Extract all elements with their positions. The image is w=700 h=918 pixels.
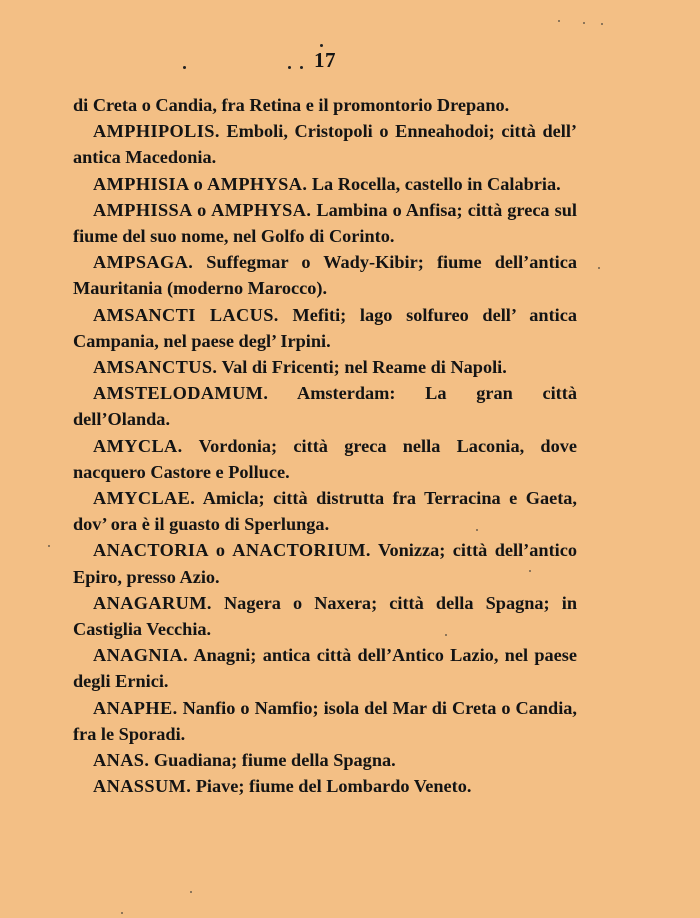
dictionary-entry [73,197,577,249]
entry-headword: AMYCLAE. [93,488,196,509]
print-speck [583,22,585,24]
entry-definition: Val di Fricenti; nel Reame di Napoli. [217,357,507,378]
dictionary-entry [73,695,577,747]
dictionary-entry [73,747,577,773]
dictionary-text [73,92,577,799]
entry-headword: AMSANCTUS. [93,357,218,378]
entry-headword: ANAPHE. [93,697,178,718]
print-speck [121,912,123,914]
dictionary-entry [73,433,577,485]
print-speck [529,570,531,572]
entry-headword: AMPHISSA o AMPHYSA. [93,199,312,220]
entry-definition: Anagni; antica città dell’Antico Lazio, nel paese degli Ernici. [73,645,577,692]
entry-definition: Vordonia; città greca nella Laconia, dove nacquero Castore e Polluce. [73,435,577,482]
entry-definition: Suffegmar o Wady-Kibir; fiume dell’antica Mauritania (moderno Marocco). [73,252,577,299]
print-dot [183,66,186,69]
page-number: 17 [314,48,336,72]
print-speck [445,634,447,636]
print-speck [190,891,192,893]
entry-definition: Guadiana; fiume della Spagna. [149,750,396,771]
entry-headword: ANAGNIA. [93,645,189,666]
entry-headword: ANASSUM. [93,776,192,797]
print-speck [601,23,603,25]
dictionary-entry [73,773,577,799]
entry-headword: AMPSAGA. [93,252,194,273]
entry-definition: Amsterdam: La gran città dell’Olanda. [73,383,577,430]
entry-headword: ANACTORIA o ANACTORIUM. [93,540,371,561]
dictionary-entry [73,485,577,537]
dictionary-entry [73,642,577,694]
print-speck [476,529,478,531]
entry-definition: La Rocella, castello in Calabria. [307,173,561,194]
dictionary-entry [73,118,577,170]
dictionary-entry [73,537,577,589]
entry-definition: Amicla; città distrutta fra Terracina e Gaeta, dov’ ora è il guasto di Sperlunga. [73,488,577,535]
dictionary-entry [73,302,577,354]
entry-headword: AMSANCTI LACUS. [93,304,279,325]
print-speck [598,267,600,269]
entry-headword: ANAS. [93,750,150,771]
dictionary-entry [73,380,577,432]
entry-headword: ANAGARUM. [93,592,212,613]
dictionary-entry [73,590,577,642]
entry-headword: AMPHISIA o AMPHYSA. [93,173,308,194]
entry-definition: Vonizza; città dell’antico Epiro, presso Azio. [73,540,577,587]
dictionary-entry [73,354,577,380]
print-speck [558,20,560,22]
entry-definition: Mefiti; lago solfureo dell’ antica Campania, nel paese degl’ Irpini. [73,304,577,351]
continued-entry-text: di Creta o Candia, fra Retina e il promontorio Drepano. [73,95,510,115]
entry-headword: AMYCLA. [93,435,183,456]
entry-headword: AMSTELODAMUM. [93,383,269,404]
entry-definition: Piave; fiume del Lombardo Veneto. [191,776,472,797]
print-dot [320,44,323,47]
print-dot [288,66,291,69]
entry-definition: Nanfio o Namfio; isola del Mar di Creta o Candia, fra le Sporadi. [73,697,577,744]
dictionary-entry [73,249,577,301]
print-dot [300,66,303,69]
entry-definition: Nagera o Naxera; città della Spagna; in Castiglia Vecchia. [73,592,577,640]
entry-definition: Emboli, Cristopoli o Enneahodoi; città dell’ antica Macedonia. [73,121,577,168]
entry-headword: AMPHIPOLIS. [93,121,220,142]
print-speck [48,545,50,547]
dictionary-entry [73,171,577,197]
entry-definition: Lambina o Anfisa; città greca sul fiume del suo nome, nel Golfo di Corinto. [73,199,577,247]
